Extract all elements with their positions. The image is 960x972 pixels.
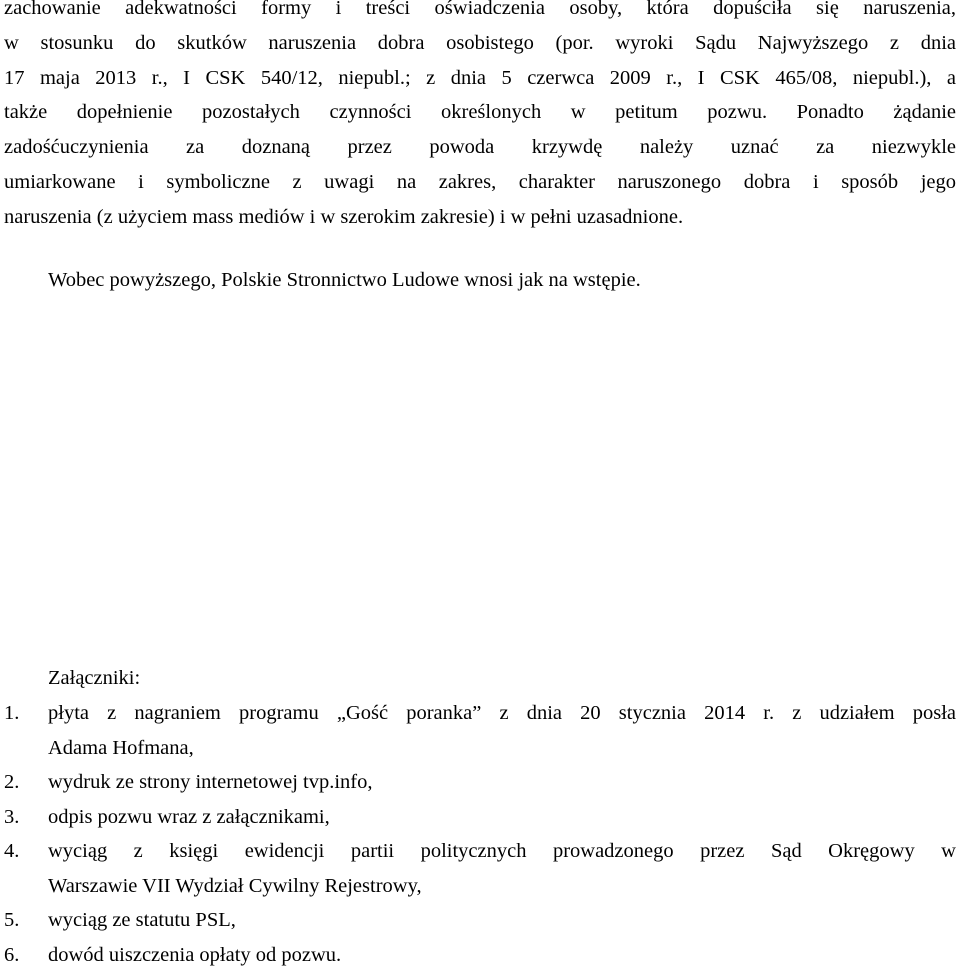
body-line: zachowanie adekwatności formy i treści oświadczenia osoby, która dopuściła się naruszenia, [4,0,956,26]
list-item-text [48,765,956,800]
body-line: także dopełnienie pozostałych czynności określonych w petitum pozwu. Ponadto żądanie [4,95,956,130]
list-item-number: 3. [4,800,19,835]
list-item-line: odpis pozwu wraz z załącznikami, [48,800,956,835]
list-item-line: dowód uiszczenia opłaty od pozwu. [48,938,956,972]
list-item-text [48,696,956,765]
list-item-line: wyciąg z księgi ewidencji partii politycznych prowadzonego przez Sąd Okręgowy w [48,834,956,869]
list-item [4,696,956,765]
list-item-number: 1. [4,696,19,731]
body-line: w stosunku do skutków naruszenia dobra osobistego (por. wyroki Sądu Najwyższego z dnia [4,26,956,61]
list-item-number: 2. [4,765,19,800]
list-item-number: 6. [4,938,19,972]
list-item-text [48,834,956,903]
body-line: naruszenia (z użyciem mass mediów i w szerokim zakresie) i w pełni uzasadnione. [4,200,956,235]
list-item [4,765,956,800]
body-paragraph [4,0,956,235]
list-item-number: 5. [4,903,19,938]
list-item [4,800,956,835]
list-item-line: płyta z nagraniem programu „Gość poranka” z dnia 20 stycznia 2014 r. z udziałem posła [48,696,956,731]
body-line: umiarkowane i symboliczne z uwagi na zakres, charakter naruszonego dobra i sposób jego [4,165,956,200]
body-line: zadośćuczynienia za doznaną przez powoda krzywdę należy uznać za niezwykle [4,130,956,165]
body-line: 17 maja 2013 r., I CSK 540/12, niepubl.; z dnia 5 czerwca 2009 r., I CSK 465/08, niepubl.), a [4,61,956,96]
list-item-number: 4. [4,834,19,869]
list-item [4,834,956,903]
list-item-text [48,903,956,938]
closing-statement: Wobec powyższego, Polskie Stronnictwo Ludowe wnosi jak na wstępie. [48,263,641,297]
list-item-line: wyciąg ze statutu PSL, [48,903,956,938]
list-item [4,938,956,972]
list-item-text [48,800,956,835]
list-item-line: wydruk ze strony internetowej tvp.info, [48,765,956,800]
list-item-text [48,938,956,972]
list-item-line: Adama Hofmana, [48,731,956,766]
attachments-list [4,696,956,972]
list-item-line: Warszawie VII Wydział Cywilny Rejestrowy, [48,869,956,904]
list-item [4,903,956,938]
attachments-heading: Załączniki: [48,661,140,695]
